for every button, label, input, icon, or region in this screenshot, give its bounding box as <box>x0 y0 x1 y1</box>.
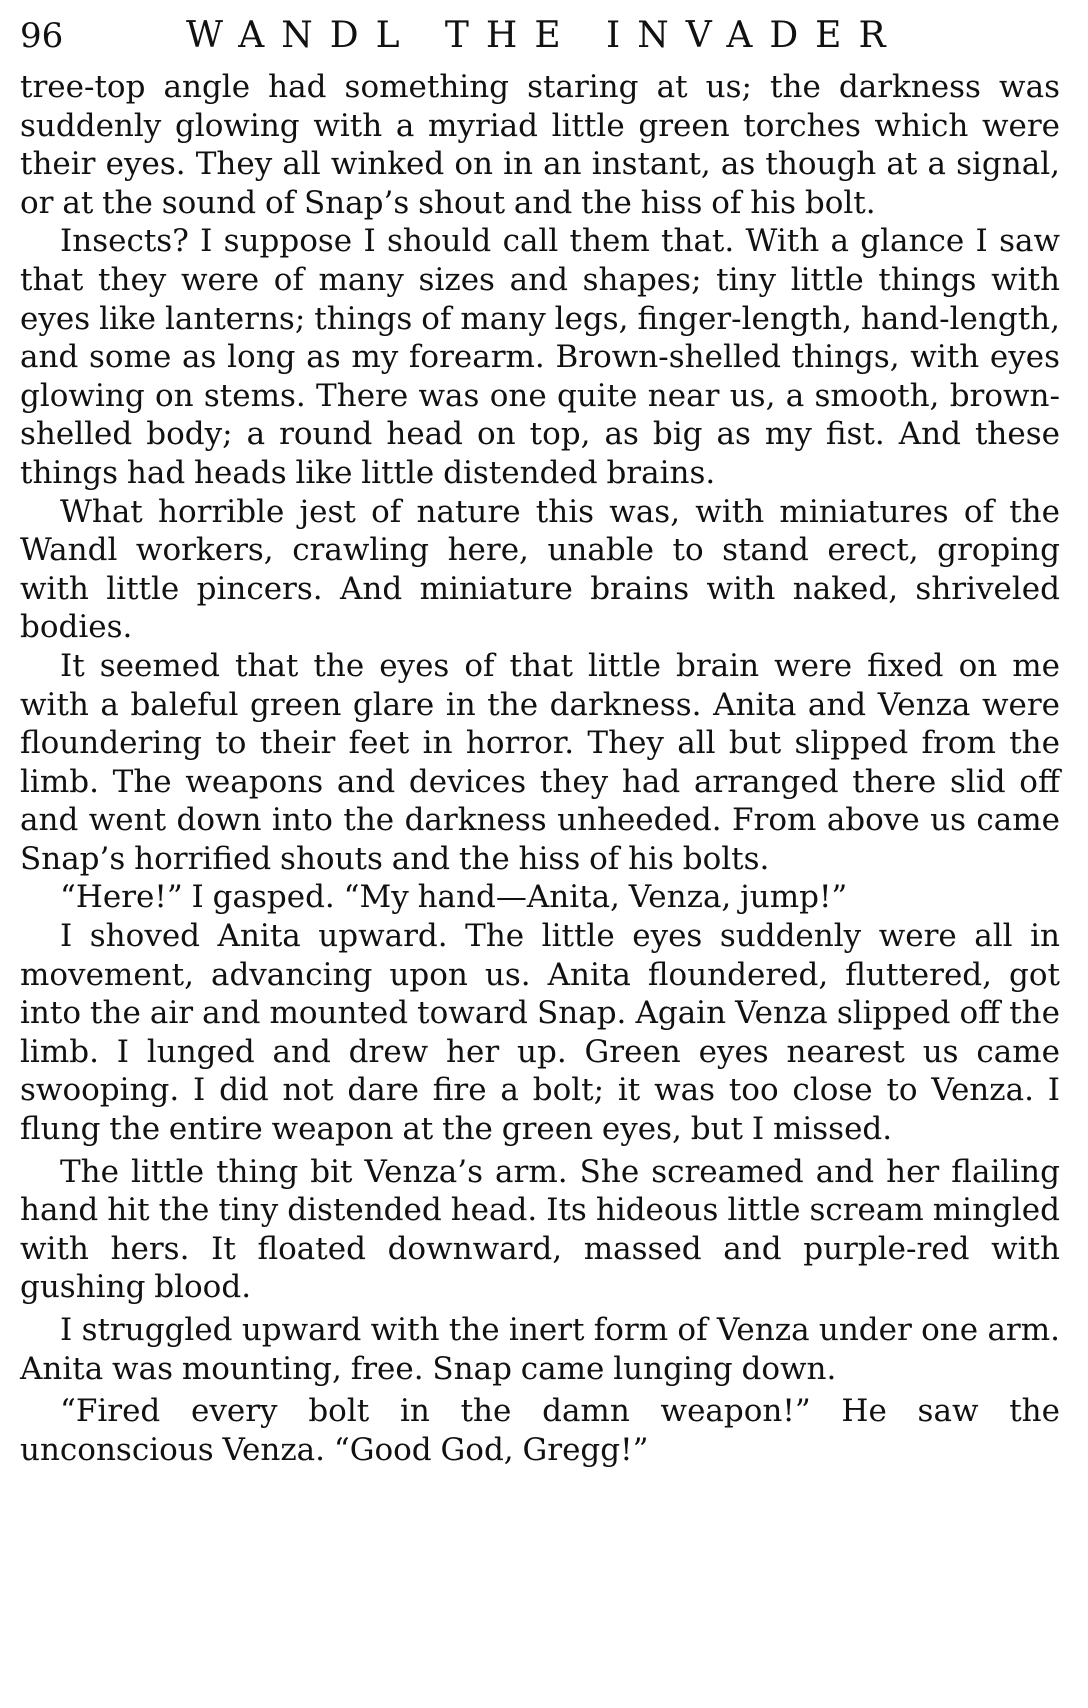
paragraph-bit-venza: The little thing bit Venza’s arm. She screamed and her flailing hand hit the tiny distended head. Its hideous little scream mingled with hers. It floated downward, massed and purple-red with gushing blood. <box>20 1153 1060 1306</box>
book-title: WANDL THE INVADER <box>186 15 903 56</box>
paragraph-insects: Insects? I suppose I should call them that. With a glance I saw that they were of many sizes and shapes; tiny little things with eyes like lanterns; things of many legs, finger-length, hand-length, and some as long as my forearm. Brown-shelled things, with eyes glowing on stems. There was one quite near us, a smooth, brown-shelled body; a round head on top, as big as my fist. And these things had heads like little distended brains. <box>20 223 1060 491</box>
paragraph-here-gasped: “Here!” I gasped. “My hand—Anita, Venza, jump!” <box>60 879 848 916</box>
paragraph-fired-every-bolt: “Fired every bolt in the damn weapon!” He saw the unconscious Venza. “Good God, Gregg!” <box>20 1393 1060 1468</box>
running-head <box>20 8 1060 68</box>
paragraph-baleful-glare: It seemed that the eyes of that little brain were fixed on me with a baleful green glare in the darkness. Anita and Venza were floundering to their feet in horror. They all but slipped from the limb. The weapons and devices they had arranged there slid off and went down into the darkness unheeded. From above us came Snap’s horrified shouts and the hiss of his bolts. <box>20 647 1060 877</box>
body-text <box>20 68 1060 1469</box>
paragraph-continuation: tree-top angle had something staring at us; the darkness was suddenly glowing with a myriad little green torches which were their eyes. They all winked on in an instant, as though at a signal, or at the sound of Snap’s shout and the hiss of his bolt. <box>20 69 1060 221</box>
paragraph-horrible-jest: What horrible jest of nature this was, with miniatures of the Wandl workers, crawling here, unable to stand erect, groping with little pincers. And miniature brains with naked, shriveled bodies. <box>20 493 1060 646</box>
book-page <box>20 8 1060 1469</box>
paragraph-struggled-upward: I struggled upward with the inert form of Venza under one arm. Anita was mounting, free. Snap came lunging down. <box>20 1312 1060 1387</box>
page-number: 96 <box>20 16 64 56</box>
paragraph-shoved-anita: I shoved Anita upward. The little eyes suddenly were all in movement, advancing upon us. Anita floundered, fluttered, got into the air and mounted toward Snap. Again Venza slipped off the limb. I lunged and drew her up. Green eyes nearest us came swooping. I did not dare fire a bolt; it was too close to Venza. I flung the entire weapon at the green eyes, but I missed. <box>20 918 1060 1148</box>
